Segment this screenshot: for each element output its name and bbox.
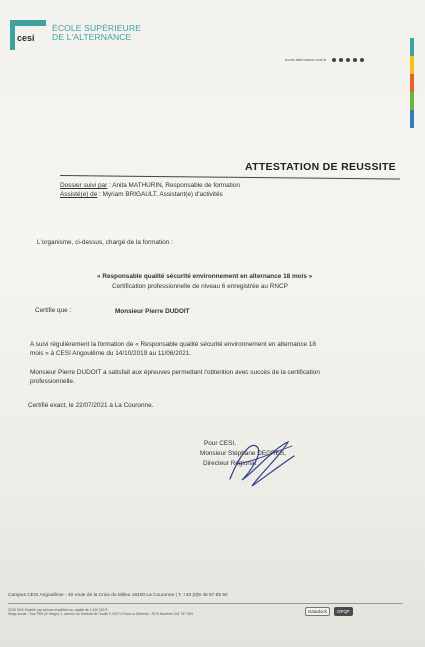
paragraph-1-line-2: mois » à CESI Angoulême du 14/10/2019 au 11/06/2021. xyxy=(30,350,192,357)
dossier-label: Dossier suivi par xyxy=(60,182,108,189)
certifie-name: Monsieur Pierre DUDOIT xyxy=(115,308,190,315)
footer-rule xyxy=(8,603,403,604)
footer-legal-1: CESI SAS Société par actions simplifiée au capital de 1 100 000 € xyxy=(8,608,108,612)
footer-address: Campus CESI Angoulême - 40 route de la Croix du Milieu 16400 La Couronne | T. +33 (0)5 45 67 65 92 xyxy=(8,593,228,598)
certifie-label: Certifie que : xyxy=(35,307,72,314)
certified-exact: Certifié exact, le 22/07/2021 à La Couronne. xyxy=(28,402,154,409)
twitter-icon xyxy=(339,58,343,62)
brand-color-strip xyxy=(410,38,414,128)
header-contact xyxy=(285,57,364,62)
assiste-value: : Myriam BRIGAULT, Assistant(e) d'activités xyxy=(97,191,223,198)
paragraph-2-line-2: professionnelle. xyxy=(30,378,75,385)
color-strip-segment xyxy=(410,92,414,110)
color-strip-segment xyxy=(410,56,414,74)
paragraph-1-line-1: A suivi régulièrement la formation de « Responsable qualité sécurité environnement en alternance 18 xyxy=(30,341,316,348)
handwritten-signature xyxy=(222,434,302,494)
footer-legal xyxy=(8,608,193,617)
logo-line-1: ÉCOLE SUPÉRIEURE xyxy=(52,23,141,33)
youtube-icon xyxy=(353,58,357,62)
website-text: ecole-alternance.cesi.fr xyxy=(285,57,327,62)
cesi-logo-mark xyxy=(8,20,48,54)
opqf-badge: OPQF xyxy=(334,607,353,616)
signatory-line-3: Directeur Régional xyxy=(203,460,256,467)
color-strip-segment xyxy=(410,110,414,128)
dossier-line xyxy=(60,182,240,189)
certification-badges xyxy=(305,607,353,616)
paragraph-2-line-1: Monsieur Pierre DUDOIT a satisfait aux épreuves permettant l'obtention avec succès de la certification xyxy=(30,369,320,376)
color-strip-segment xyxy=(410,38,414,56)
intro-text: L'organisme, ci-dessus, chargé de la formation : xyxy=(37,239,173,246)
title-rule xyxy=(60,175,400,180)
logo-line-2: DE L'ALTERNANCE xyxy=(52,32,132,42)
formation-title: « Responsable qualité sécurité environnement en alternance 18 mois » xyxy=(97,273,313,280)
signatory-line-2: Monsieur Stéphane DEGRES, xyxy=(200,450,286,457)
signatory-line-1: Pour CESI, xyxy=(204,440,236,447)
dossier-value: : Anita MATHURIN, Responsable de formation xyxy=(107,182,240,189)
linkedin-icon xyxy=(346,58,350,62)
logo-brand: cesi xyxy=(17,33,35,43)
color-strip-segment xyxy=(410,74,414,92)
document-title: ATTESTATION DE REUSSITE xyxy=(245,161,396,173)
datadock-badge: Datadock xyxy=(305,607,330,616)
instagram-icon xyxy=(360,58,364,62)
facebook-icon xyxy=(332,58,336,62)
cesi-logo xyxy=(8,20,141,54)
footer-legal-2: Siège social : Tour PBS (6ᵉ étage) 1, avenue du Général de Gaulle F-92074 Paris La Défense - RCS Nanterre 341 757 503 xyxy=(8,612,193,617)
assiste-line xyxy=(60,191,223,198)
formation-subtitle: Certification professionnelle de niveau 6 enregistrée au RNCP xyxy=(112,283,288,290)
assiste-label: Assisté(e) de xyxy=(60,191,98,198)
